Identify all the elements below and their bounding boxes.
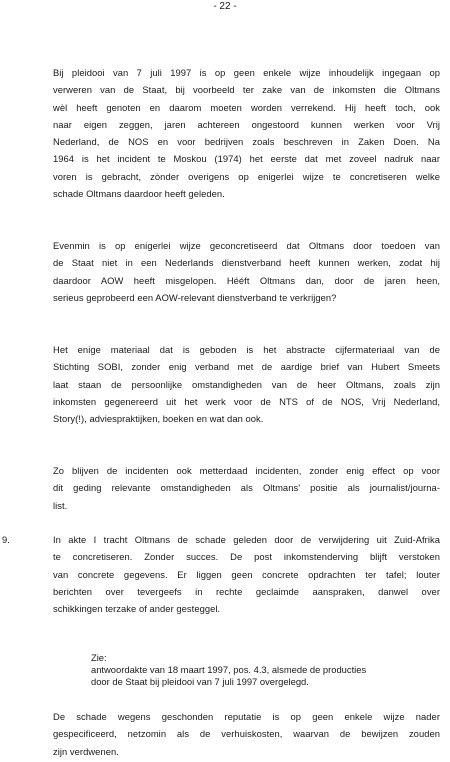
paragraph-line: Story(!), adviespraktijken, boeken en wat dan ook. — [53, 413, 264, 425]
reference-block — [91, 652, 446, 687]
paragraph-line: te concretiseren. Zonder succes. De post inkomstenderving blijft verstoken — [53, 551, 440, 563]
paragraph-line: 1964 is het incident te Moskou (1974) het eerste dat met zoveel nadruk naar — [53, 153, 440, 165]
paragraph-line: laat staan de persoonlijke omstandigheden van de heer Oltmans, zoals zijn — [53, 378, 440, 390]
paragraph-materiaal — [53, 341, 440, 427]
paragraph-line: verweren van de Staat, bij voorbeeld ter zake van de inkomsten die Oltmans — [53, 84, 440, 96]
item-number: 9. — [2, 534, 10, 545]
paragraph-line: In akte I tracht Oltmans de schade geleden door de verwijdering uit Zuid-Afrika — [53, 534, 440, 545]
paragraph-zuid-afrika — [53, 531, 440, 617]
reference-line: antwoordakte van 18 maart 1997, pos. 4.3, alsmede de producties — [91, 663, 367, 675]
paragraph-line: gespecificeerd, netzomin als de verhuiskosten, waarvan de bewijzen zouden — [53, 728, 440, 740]
paragraph-line: voren is gebracht, zònder overigens op enigerlei wijze te concretiseren welke — [53, 170, 440, 182]
paragraph-line: Het enige materiaal dat is geboden is het abstracte cijfermateriaal van de — [53, 344, 440, 355]
reference-label: Zie: — [91, 652, 107, 663]
paragraph-line: serieus geprobeerd een AOW-relevant dienstverband te verkrijgen? — [53, 291, 337, 303]
paragraph-line: Zo blijven de incidenten ook metterdaad incidenten, zonder enig effect op voor — [53, 465, 440, 476]
paragraph-line: de Staat niet in een Nederlands dienstverband heeft kunnen werken, zodat hij — [53, 257, 440, 269]
paragraph-incidenten — [53, 462, 440, 514]
paragraph-line: list. — [53, 499, 68, 511]
paragraph-line: daardoor AOW heeft misgelopen. Hééft Oltmans dan, door de jaren heen, — [53, 274, 440, 286]
paragraph-line: zijn verdwenen. — [53, 745, 119, 757]
paragraph-line: Evenmin is op enigerlei wijze geconcretiseerd dat Oltmans door toedoen van — [53, 240, 440, 251]
paragraph-line: van concrete gegevens. Er liggen geen concrete opdrachten ter tafel; louter — [53, 568, 440, 580]
paragraph-line: berichten over tevergeefs in rechte geclaimde aanspraken, danwel over — [53, 585, 440, 597]
paragraph-pleidooi — [53, 64, 440, 202]
paragraph-line: De schade wegens geschonden reputatie is op geen enkele wijze nader — [53, 711, 440, 722]
page-number: - 22 - — [213, 1, 237, 12]
paragraph-line: schade Oltmans daardoor heeft geleden. — [53, 188, 225, 200]
paragraph-line: Bij pleidooi van 7 juli 1997 is op geen enkele wijze inhoudelijk ingegaan op — [53, 67, 440, 78]
paragraph-line: Stichting SOBI, zonder enig verband met de aardige brief van Hubert Smeets — [53, 361, 440, 373]
paragraph-line: naar eigen zeggen, jaren achtereen ongestoord kunnen werken voor Vrij — [53, 118, 440, 130]
paragraph-line: dit geding relevante omstandigheden als Oltmans' positie als journalist/journa- — [53, 482, 440, 494]
paragraph-line: Nederland, de NOS en voor bedrijven zoals beschreven in Zaken Doen. Na — [53, 136, 440, 148]
paragraph-line: inkomsten gegenereerd uit het werk voor de NTS of de NOS, Vrij Nederland, — [53, 395, 440, 407]
paragraph-aow — [53, 237, 440, 306]
paragraph-reputatie — [53, 708, 440, 760]
paragraph-line: wèl heeft genoten en daarom moeten worden verrekend. Hij heeft toch, ook — [53, 101, 440, 113]
paragraph-line: schikkingen terzake of ander gesteggel. — [53, 603, 221, 615]
reference-line: door de Staat bij pleidooi van 7 juli 1997 overgelegd. — [91, 675, 309, 687]
